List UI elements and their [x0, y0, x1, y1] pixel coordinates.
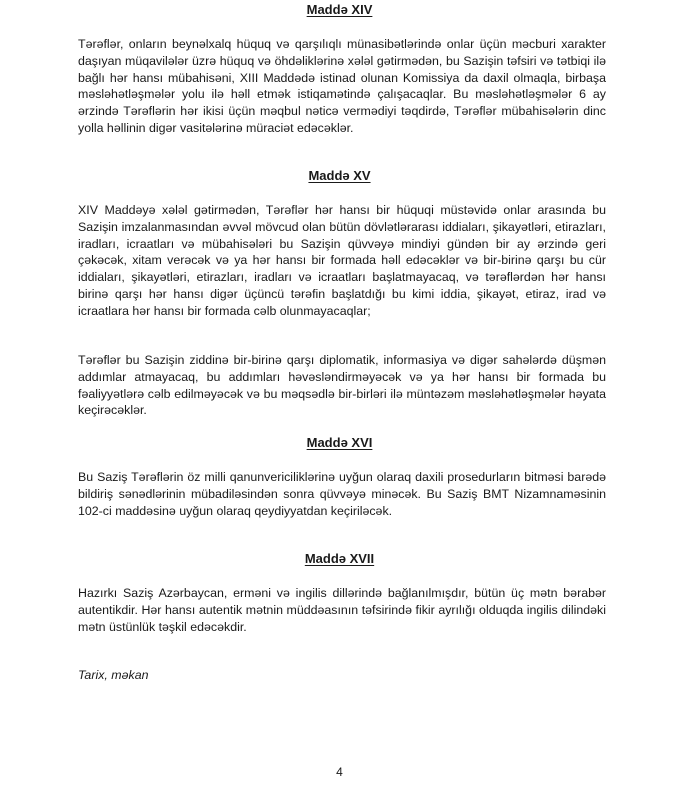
article-xv-paragraph-2: Tərəflər bu Sazişin ziddinə bir-birinə qarşı diplomatik, informasiya və digər sahələrdə düşmən addımlar atmayacaq, bu addımları həvəsləndirməyəcək və ya hər hansı bir formada bu fəaliyyətlərə cəlb edilməyəcək və bu məqsədlə bir-birləri ilə müntəzəm məsləhətləşmələr həyata keçirəcəklər. — [78, 353, 606, 418]
article-xvii-text: Hazırkı Saziş Azərbaycan, erməni və ingilis dillərində bağlanılmışdır, bütün üç mətn bərabər autentikdir. Hər hansı autentik mətnin müddəasının təfsirində fikir ayrılığı olduqda ingilis dilindəki mətn üstünlük təşkil edəcəkdir. — [78, 586, 606, 634]
article-xv-paragraph-1: XIV Maddəyə xələl gətirmədən, Tərəflər hər hansı bir hüquqi müstəvidə onlar arasında bu Sazişin imzalanmasından əvvəl mövcud olan bütün dövlətlərarası iddiaları, şikayətləri, etirazları, iradları, icraatları və mübahisələri bu Sazişin qüvvəyə mindiyi gündən bir ay ərzində geri çəkəcək, xitam verəcək və ya hər hansı bir formada həll edəcəklər və bir-birinə qarşı bu cür iddiaları, şikayətləri, etirazları, iradları və icraatları başlatmayacaq, və tərəflərdən hər hansı birinə qarşı hər hansı digər üçüncü tərəfin başlatdığı bu kimi iddia, şikayət, etiraz, irad və icraatlara hər hansı bir formada cəlb olunmayacaqlar; — [78, 203, 606, 318]
article-xvi-text: Bu Saziş Tərəflərin öz milli qanunvericiliklərinə uyğun olaraq daxili prosedurların bitməsi barədə bildiriş sənədlərinin mübadiləsindən sonra qüvvəyə minəcək. Bu Saziş BMT Nizamnaməsinin 102-ci maddəsinə uyğun olaraq qeydiyyatdan keçiriləcək. — [78, 470, 606, 518]
article-xiv-text: Tərəflər, onların beynəlxalq hüquq və qarşılıqlı münasibətlərində onlar üçün məcburi xarakter daşıyan müqavilələr üzrə hüquq və öhdəliklərinə xələl gətirmədən, bu Sazişin təfsiri və tətbiqi ilə bağlı hər hansı mübahisəni, XIII Maddədə istinad olunan Komissiya da daxil olmaqla, birbaşa məsləhətləşmələr yolu ilə həll etmək istiqamətində çalışacaqlar. Bu məsləhətləşmələr 6 ay ərzində Tərəflərin hər ikisi üçün məqbul nəticə vermədiyi təqdirdə, Tərəflər mübahisələrin dinc yolla həllinin digər vasitələrinə müraciət edəcəklər. — [78, 37, 606, 135]
article-xv-heading: Maddə XV — [308, 168, 371, 183]
article-xiv-heading: Maddə XIV — [306, 2, 373, 17]
article-xvi-heading: Maddə XVI — [306, 435, 373, 450]
date-place-line: Tarix, məkan — [78, 668, 149, 682]
page-number: 4 — [336, 765, 343, 779]
article-xvii-heading: Maddə XVII — [304, 551, 375, 566]
